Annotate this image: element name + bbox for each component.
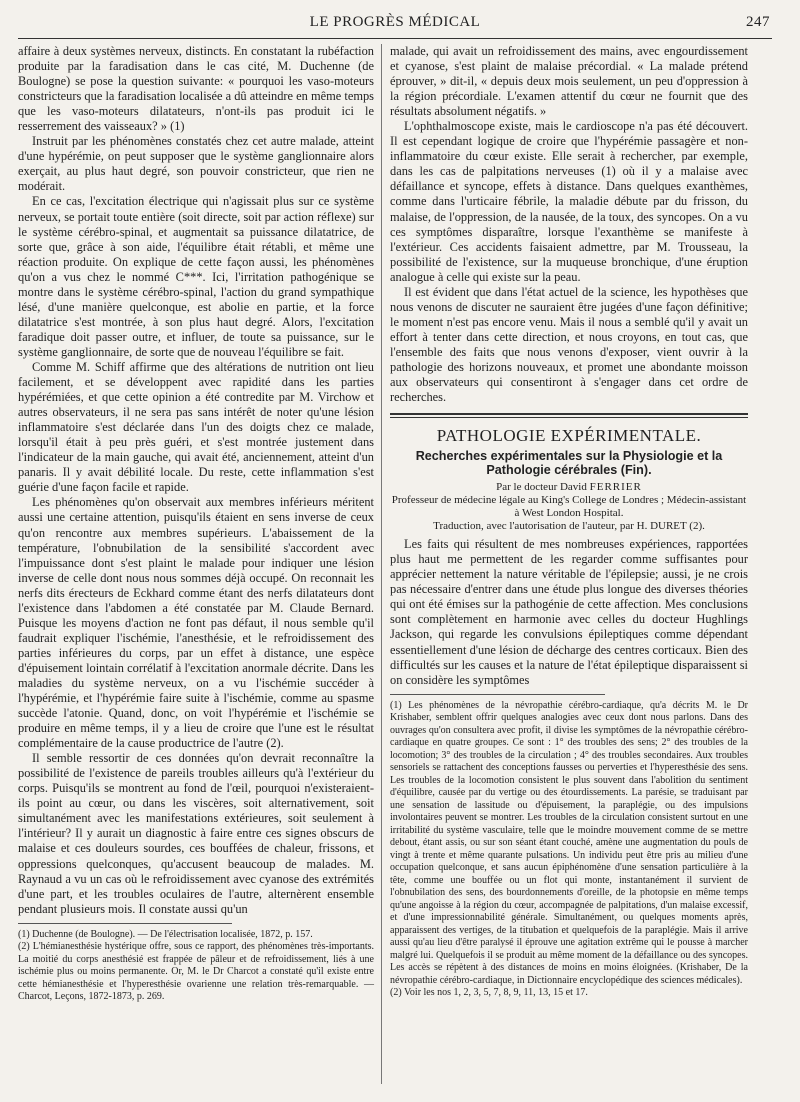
byline <box>390 481 748 494</box>
footnote: (2) L'hémianesthésie hystérique offre, sous ce rapport, des phénomènes très-importants. La moitié du corps anesthésié est frappée de pâleur et de refroidissement, liés à une ischémie plus ou moins permanente. Or, M. le Dr Charcot a constaté qu'il existe entre cette hémianesthésie et l'hyperesthésie ovarienne une relation très-remarquable. — Charcot, Leçons, 1872-1873, p. 269. <box>18 941 374 1003</box>
footnote-rule <box>390 694 605 695</box>
journal-title: LE PROGRÈS MÉDICAL <box>309 14 481 30</box>
paragraph: Il semble ressortir de ces données qu'on devrait reconnaître la possibilité de l'existence de pareils troubles ailleurs qu'à l'extérieur du corps. Puisqu'ils se montrent au fond de l'œil, pourquoi n'existeraient-ils point au cœur, ou dans les viscères, soit alternativement, soit simultanément avec les manifestations extérieures, soit seulement à l'intérieur? Il y aurait un diagnostic à faire entre ces signes obscurs de malaise et ces douleurs sourdes, ces bouffées de chaleur, frissons, et oppressions quelconques, qu'accusent beaucoup de malades. M. Raynaud a vu un cas où le refroidissement avec cyanose des extrémités d'une part, et les troubles oculaires de l'autre, alternèrent ensemble pendant plusieurs mois. Il constate aussi qu'un <box>18 751 374 916</box>
paragraph: affaire à deux systèmes nerveux, distincts. En constatant la rubéfaction produite par la faradisation dans le cas cité, M. Duchenne (de Boulogne) se pose la question suivante: « pourquoi les vaso-moteurs constricteurs que la faradisation localisée a dû atteindre en même temps que les vaso-moteurs dilatateurs, n'ont-ils pas produit ici le resserrement des vaisseaux? » (1) <box>18 44 374 134</box>
translation-note: Traduction, avec l'autorisation de l'auteur, par H. DURET (2). <box>433 520 705 533</box>
footnote-rule <box>18 923 232 924</box>
paragraph: Comme M. Schiff affirme que des altérations de nutrition ont lieu facilement, et se développent avec rapidité dans les parties hypérémiées, et que cette opinion a été contredite par M. Virchow et autres observateurs, il ne sera pas sans intérêt de noter qu'une lésion inflammatoire s'est déclarée dans l'un des doigts chez ce malade, lorsqu'il était à peu près guéri, et s'est montrée justement dans l'indicateur de la main gauche, qui avait été, anciennement, atteint d'un panaris. Il y avait débilité locale. Du reste, cette inflammation s'est guérie d'une façon facile et rapide. <box>18 359 374 495</box>
footnote: (1) Duchenne (de Boulogne). — De l'électrisation localisée, 1872, p. 157. <box>18 928 313 940</box>
author-affiliation: Professeur de médecine légale au King's College de Londres ; Médecin-assistant à West London Hospital. <box>391 494 747 520</box>
section-heading: PATHOLOGIE EXPÉRIMENTALE. <box>436 426 702 446</box>
header-rule <box>18 38 772 39</box>
paragraph: L'ophthalmoscope existe, mais le cardioscope n'a pas été découvert. Il est cependant logique de croire que l'hypérémie passagère et non-inflammatoire du cœur existe. Elle serait à rechercher, par exemple, dans les cas de palpitations nerveuses (1) où il y a malaise avec défaillance et syncope, effets à distance. Dans quelques exanthèmes, comme dans l'urticaire fébrile, la maladie débute par du frisson, du malaise, de l'oppression, de la nausée, de la toux, des syncopes. On a vu ces symptômes disparaître, lorsque l'exanthème se manifeste à l'extérieur. Ces accidents faisaient admettre, par M. Trousseau, la possibilité de l'existence, sur la muqueuse bronchique, d'une éruption analogue à celle qui existe sur la peau. <box>390 119 748 284</box>
running-header <box>20 14 770 36</box>
paragraph: malade, qui avait un refroidissement des mains, avec engourdissement et cyanose, s'est plaint de malaise précordial. « La malade prétend éprouver, » dit-il, « depuis deux mois seulement, un peu d'oppression à la région précordiale. L'examen attentif du cœur ne fournit que des résultats absolument négatifs. » <box>390 44 748 119</box>
footnote: (2) Voir les nos 1, 2, 3, 5, 7, 8, 9, 11, 13, 15 et 17. <box>390 987 588 999</box>
article-title: Recherches expérimentales sur la Physiologie et la Pathologie cérébrales (Fin). <box>415 449 723 478</box>
byline-prefix: Par le docteur David <box>496 481 587 494</box>
section-rule <box>390 417 748 418</box>
paragraph: Les phénomènes qu'on observait aux membres inférieurs méritent aussi une certaine attention, puisqu'ils étaient en sens inverse de ceux qu'on rencontre aux membres supérieurs. L'abaissement de la température, l'obnubilation de la sensibilité s'accordent avec l'impuissance dont s'est plaint le malade pour indiquer une lésion inverse de celle dont nous nous sommes déjà occupé. On reconnait les nerfs dits érecteurs de Eckhard comme étant des nerfs dilatateurs dont l'existence dans l'abdomen a été constatée par M. Claude Bernard. Puisque les moyens d'action ne font pas défaut, il nous semble qu'il faudrait expliquer l'ischémie, l'anesthésie, et le refroidissement des parties inférieures du corps, par un effet à distance, une espèce d'épuisement lointain corrélatif à l'excitation anormale décrite. Dans les maladies du système nerveux, on a vu l'ischémie succéder à l'hypérémie, et l'hypérémie faire suite à l'ischémie, comme au spasme succède l'atonie. Quand, donc, on voit l'hypérémie et l'ischémie se produire en même temps, il y a lieu de croire que l'une est le résultat complémentaire de la cause productrice de l'autre (2). <box>18 495 374 751</box>
author-name: FERRIER <box>589 481 642 494</box>
footnotes <box>390 700 748 1000</box>
right-column <box>390 44 748 1000</box>
page-number: 247 <box>746 14 770 30</box>
left-column <box>18 44 374 1004</box>
paragraph: Instruit par les phénomènes constatés chez cet autre malade, atteint d'une hypérémie, on peut supposer que le système ganglionnaire alors exerçait, au plus haut degré, son pouvoir constricteur, que rien ne modérait. <box>18 134 374 194</box>
section-rule <box>390 413 748 415</box>
paragraph: Les faits qui résultent de mes nombreuses expériences, rapportées plus haut me permettent de les regarder comme suffisantes pour apprécier nettement la nature véritable de l'épilepsie; aussi, je ne crois pas nécessaire d'entrer dans une étude plus longue des diverses théories qui ont été émises sur la pathogénie de cette affection. Mes conclusions sont complètement en harmonie avec celles du docteur Hughlings Jackson, qui regarde les convulsions épileptiques comme dépendant essentiellement d'une lésion de décharge des centres corticaux. Bien des difficultés sur les causes et la nature de l'état épileptique disparaissent si on considère les symptômes <box>390 537 748 687</box>
footnotes <box>18 929 374 1004</box>
column-divider <box>381 44 382 1084</box>
footnote: (1) Les phénomènes de la névropathie cérébro-cardiaque, qu'a décrits M. le Dr Krishaber, semblent offrir quelques analogies avec ceux dont nous parlons. Dans des ouvrages qu'on consultera avec profit, il divise les symptômes de la névropathie cérébro-cardiaque en quatre groupes. Ce sont : 1° des troubles des sens; 2° des troubles de la locomotion; 3° des troubles de la circulation ; 4° des troubles secondaires. Aux troubles sensoriels se rattachent des conceptions fausses ou perverties et l'hyperesthésie des sens. Les troubles de la locomotion consistent le plus souvent dans l'abolition du sentiment d'équilibre, causée par du vertige ou des étourdissements. La parésie, se traduisant par une sensation de lassitude ou d'épuisement, la paraplégie, ou des impulsions involontaires peuvent se montrer. Les troubles de la circulation consistent surtout en une irritabilité du système vasculaire, telle que le moindre mouvement comme de se mettre debout, étant assis, ou sur son séant étant couché, amène une augmentation du pouls de vingt à trente et même quarante pulsations. Un individu peut être pris au milieu d'une occupation quelconque, et sans aucun épiphénomène d'une sensation particulière à la tête, comme une bouffée ou un flot qui monte, instantanément il survient de l'obnubilation des sens, des bourdonnements d'oreille, de la photopsie en même temps qu'une angoisse à la région du cœur, accompagnée de palpitations, d'un malaise excessif, et d'une impressionnabilité générale. Simultanément, ou quelques moments après, apparaissent des vertiges, de la titubation et quelquefois de la paraplégie. Mais il arrive aussi qu'au lieu d'être paralysé il éprouve une agitation extrême qui le pousse à marcher malgré lui. Quelquefois il se produit au même moment de la défaillance ou des syncopes. Les accès se répètent à des distances de moins en moins éloignées. (Krishaber, De la névropathie cérébro-cardiaque, in Dictionnaire encyclopédique des sciences médicales). <box>390 699 748 986</box>
paragraph: En ce cas, l'excitation électrique qui n'agissait plus sur ce système nerveux, se portait toute entière (soit directe, soit par action réflexe) sur le système cérébro-spinal, et augmentait sa puissance dilatatrice, de sorte que, grâce à son aide, l'équilibre était rétabli, et même une réaction produite. On explique de cette façon aussi, les phénomènes qu'on a vus chez le nommé C***. Ici, l'irritation pathogénique se montre dans le système cérébro-spinal, l'action du grand sympathique lésé, d'une manière quelconque, est abolie en partie, et la force dilatatrice s'est montrée, à son plus haut degré. Alors, l'excitation faradique doit passer outre, et influer, de toute sa puissance, sur le système ganglionnaire, de sorte que de nouveau l'équilibre se fait. <box>18 194 374 359</box>
paragraph: Il est évident que dans l'état actuel de la science, les hypothèses que nous venons de discuter ne sauraient être jugées d'une façon définitive; le moment n'est pas encore venu. Mais il nous a semblé qu'il y avait un effort à tenter dans cette direction, et nous croyons, en tout cas, que l'ensemble des faits que nous venons d'exposer, vient ouvrir à la pathologie des horizons nouveaux, et promet une abondante moisson aux observateurs qui consentiront à s'engager dans cet ordre de recherches. <box>390 284 748 405</box>
